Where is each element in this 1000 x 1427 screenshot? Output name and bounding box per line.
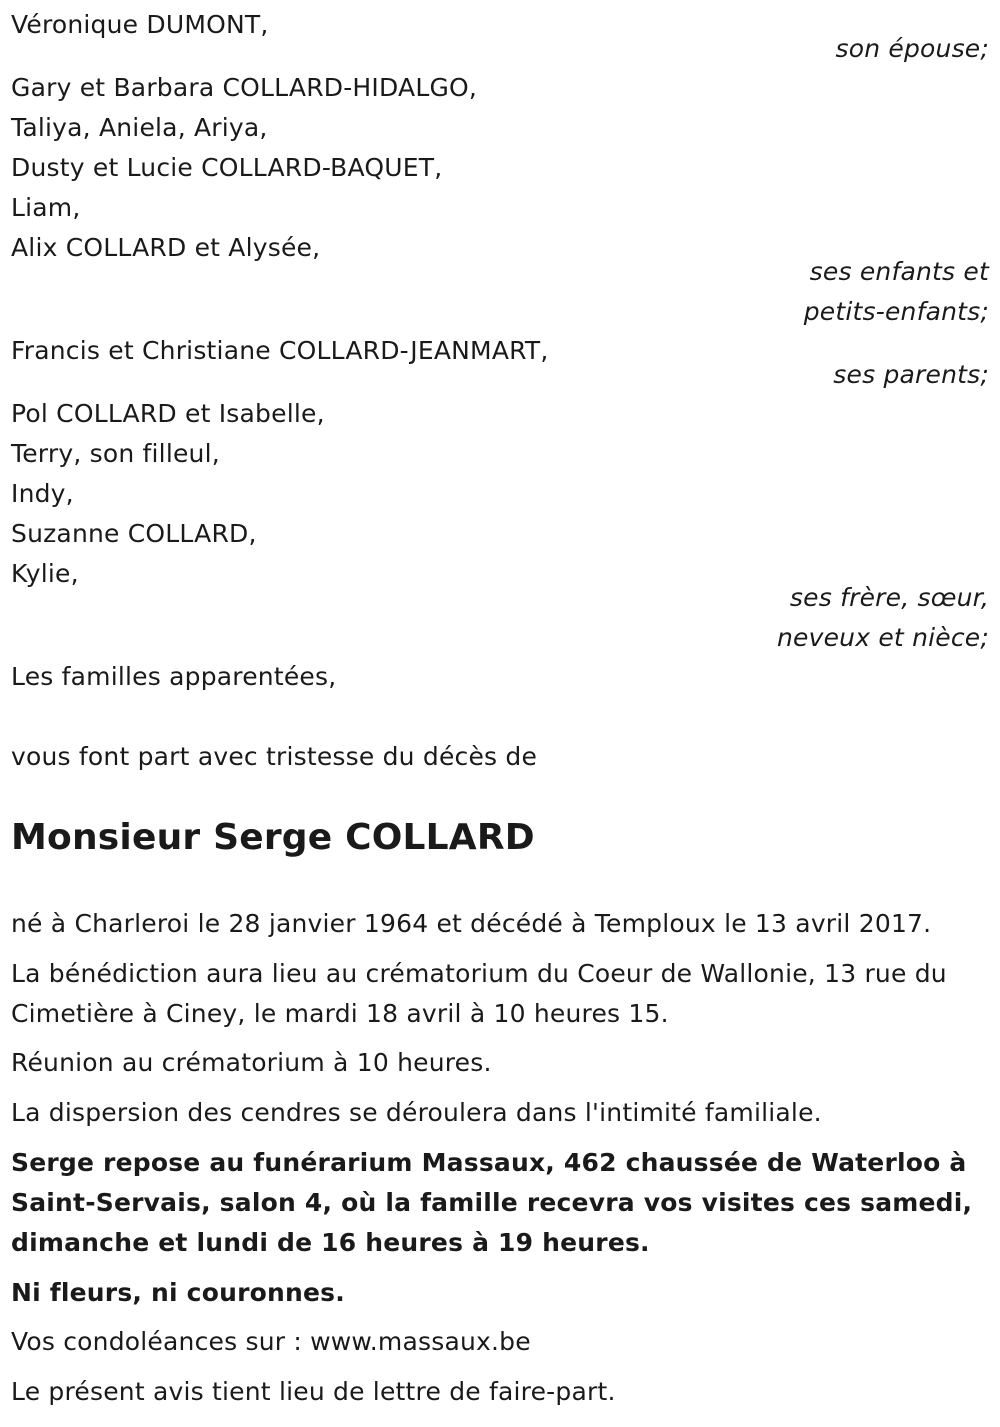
meeting-info: Réunion au crématorium à 10 heures. xyxy=(11,1048,492,1077)
spouse-name: Véronique DUMONT, xyxy=(11,10,269,39)
visitation-line: dimanche et lundi de 16 heures à 19 heures. xyxy=(11,1228,650,1257)
no-flowers: Ni fleurs, ni couronnes. xyxy=(11,1278,345,1307)
visitation-line: Serge repose au funérarium Massaux, 462 chaussée de Waterloo à xyxy=(11,1148,967,1177)
parents-role: ses parents; xyxy=(833,360,989,389)
child-line: Liam, xyxy=(11,193,81,222)
birth-death-dates: né à Charleroi le 28 janvier 1964 et décédé à Temploux le 13 avril 2017. xyxy=(11,909,932,938)
spouse-role: son épouse; xyxy=(835,34,989,63)
child-line: Alix COLLARD et Alysée, xyxy=(11,233,321,262)
announcement: vous font part avec tristesse du décès de xyxy=(11,742,538,771)
parents-name: Francis et Christiane COLLARD-JEANMART, xyxy=(11,336,549,365)
related-families: Les familles apparentées, xyxy=(11,662,337,691)
child-line: Taliya, Aniela, Ariya, xyxy=(11,113,268,142)
condolences-link[interactable]: Vos condoléances sur : www.massaux.be xyxy=(11,1327,531,1356)
deceased-name: Monsieur Serge COLLARD xyxy=(11,817,535,858)
child-line: Gary et Barbara COLLARD-HIDALGO, xyxy=(11,73,478,102)
ashes-info: La dispersion des cendres se déroulera dans l'intimité familiale. xyxy=(11,1098,822,1127)
sibling-line: Suzanne COLLARD, xyxy=(11,519,257,548)
sibling-line: Terry, son filleul, xyxy=(11,439,220,468)
sibling-line: Kylie, xyxy=(11,559,79,588)
obituary-notice xyxy=(11,0,989,1427)
sibling-line: Pol COLLARD et Isabelle, xyxy=(11,399,325,428)
children-role-line2: petits-enfants; xyxy=(803,297,989,326)
visitation-line: Saint-Servais, salon 4, où la famille recevra vos visites ces samedi, xyxy=(11,1188,973,1217)
sibling-line: Indy, xyxy=(11,479,74,508)
siblings-role-line2: neveux et nièce; xyxy=(776,623,989,652)
children-role-line1: ses enfants et xyxy=(809,257,989,286)
notice-footer: Le présent avis tient lieu de lettre de faire-part. xyxy=(11,1377,616,1406)
ceremony-line: La bénédiction aura lieu au crématorium du Coeur de Wallonie, 13 rue du xyxy=(11,959,947,988)
siblings-role-line1: ses frère, sœur, xyxy=(789,583,989,612)
child-line: Dusty et Lucie COLLARD-BAQUET, xyxy=(11,153,443,182)
ceremony-line: Cimetière à Ciney, le mardi 18 avril à 10 heures 15. xyxy=(11,999,669,1028)
